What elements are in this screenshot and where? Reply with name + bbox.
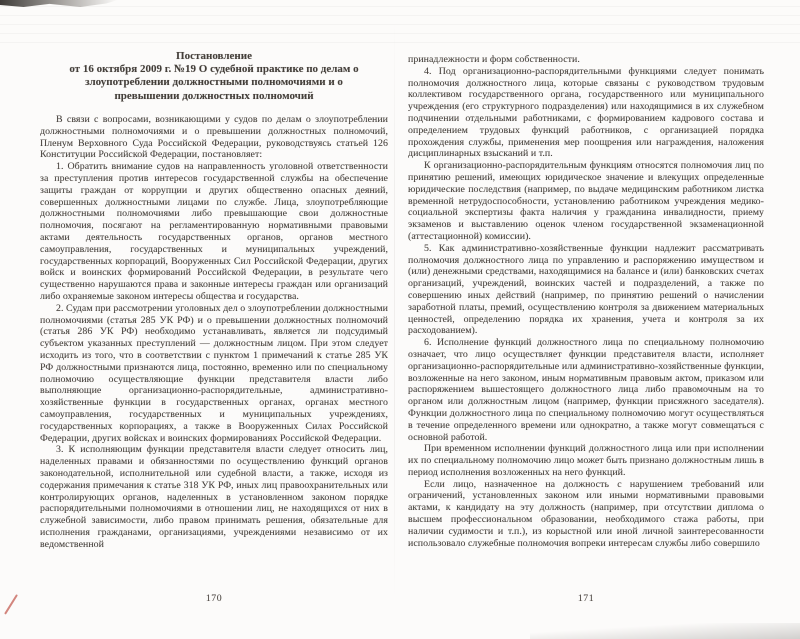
body-paragraph: 6. Исполнение функций должностного лица по специальному полномочию означает, что лицо осуществляет функции представителя власти, исполняет организационно-распорядительные или административно-хозяйственные функции, возложенные на него законом, иным нормативным правовым актом, приказом или распоряжением вышестоящего должностного лица либо правомочным на то органом или должностным лицом (например, функции присяжного заседателя). Функции должностного лица по специальному полномочию могут осуществляться в течение определенного времени или однократно, а также могут совмещаться с основной работой. — [408, 337, 764, 443]
body-paragraph: К организационно-распорядительным функциям относятся полномочия лиц по принятию решений, имеющих юридическое значение и влекущих определенные юридические последствия (например, по выдаче медицинским работником листка временной нетрудоспособности, установлению работником учреждения медико-социальной экспертизы факта наличия у гражданина инвалидности, приему экзаменов и выставлению оценок членом государственной экзаменационной (аттестационной) комиссии). — [408, 160, 764, 242]
body-paragraph: В связи с вопросами, возникающими у судов по делам о злоупотреблении должностными полномочиями и о превышении должностных полномочий, Пленум Верховного Суда Российской Федерации, руководствуясь статьей 126 Конституции Российской Федерации, постановляет: — [40, 114, 388, 161]
body-paragraph: 1. Обратить внимание судов на направленность уголовной ответственности за преступления против интересов государственной службы на обеспечение защиты граждан от коррупции и других общественно опасных деяний, совершенных должностными лицами по службе. Лица, злоупотребляющие должностными полномочиями либо превышающие свои должностные полномочия, посягают на регламентированную нормативными правовыми актами деятельность государственных органов, органов местного самоуправления, государственных и муниципальных учреждений, государственных корпораций, Вооруженных Сил Российской Федерации, других войск и воинских формирований Российской Федерации, в результате чего существенно нарушаются права и законные интересы граждан или организаций либо охраняемые законом интересы общества и государства. — [40, 161, 388, 302]
document-title — [40, 50, 388, 103]
body-paragraph: 4. Под организационно-распорядительными функциями следует понимать полномочия должностного лица, которые связаны с руководством трудовым коллективом государственного органа, государственного или муниципального учреждения (его структурного подразделения) или находящимися в их служебном подчинении отдельными работниками, с формированием кадрового состава и определением трудовых функций работников, с организацией порядка прохождения службы, применения мер поощрения или награждения, наложения дисциплинарных взысканий и т.п. — [408, 65, 764, 160]
page-gutter — [394, 20, 395, 600]
body-paragraph: 3. К исполняющим функции представителя власти следует относить лиц, наделенных правами и обязанностями по осуществлению функций органов законодательной, исполнительной или судебной власти, а также, исходя из содержания примечания к статье 318 УК РФ, иных лиц правоохранительных или контролирующих органов, наделенных в установленном законом порядке распорядительными полномочиями в отношении лиц, не находящихся от них в служебной зависимости, либо правом принимать решения, обязательные для исполнения гражданами, организациями, учреждениями независимо от их ведомственной — [40, 444, 388, 550]
right-page-body — [408, 54, 764, 582]
page-number-right: 171 — [577, 593, 595, 604]
corner-shadow — [530, 623, 800, 639]
title-line: Постановление — [176, 50, 252, 62]
scan-streaks — [0, 6, 800, 44]
left-page-body — [40, 114, 388, 582]
body-paragraph: 2. Судам при рассмотрении уголовных дел о злоупотреблении должностными полномочиями (статья 285 УК РФ) и о превышении должностных полномочий (статья 286 УК РФ) необходимо устанавливать, является ли подсудимый субъектом указанных преступлений — должностным лицом. При этом следует исходить из того, что в соответствии с пунктом 1 примечаний к статье 285 УК РФ должностными признаются лица, постоянно, временно или по специальному полномочию осуществляющие функции представителя власти либо выполняющие организационно-распорядительные, административно-хозяйственные функции в государственных органах, органах местного самоуправления, государственных и муниципальных учреждениях, государственных корпорациях, а также в Вооруженных Силах Российской Федерации, других войсках и воинских формированиях Российской Федерации. — [40, 302, 388, 444]
title-line: от 16 октября 2009 г. №19 О судебной практике по делам о — [69, 63, 359, 76]
page-number-left: 170 — [205, 593, 223, 604]
body-paragraph: Если лицо, назначенное на должность с нарушением требований или ограничений, установленных законом или иными нормативными правовыми актами, к кандидату на эту должность (например, при отсутствии диплома о высшем профессиональном образовании, необходимого стажа работы, при наличии судимости и т.п.), из корыстной или иной личной заинтересованности использовало служебные полномочия вопреки интересам службы либо совершило — [408, 478, 764, 549]
body-paragraph: принадлежности и форм собственности. — [408, 54, 580, 65]
title-line: превышении должностных полномочий — [114, 89, 314, 102]
dark-edge-smudge — [0, 0, 118, 7]
body-paragraph: 5. Как административно-хозяйственные функции надлежит рассматривать полномочия должностного лица по управлению и распоряжению имуществом и (или) денежными средствами, находящимися на балансе и (или) банковских счетах организаций, учреждений, воинских частей и подразделений, а также по совершению иных действий (например, по принятию решений о начислении заработной платы, премий, осуществлению контроля за движением материальных ценностей, определению порядка их хранения, учета и контроля за их расходованием). — [408, 242, 764, 337]
red-pen-mark — [4, 594, 18, 615]
body-paragraph: При временном исполнении функций должностного лица или при исполнении их по специальному полномочию лицо может быть признано должностным лишь в период исполнения возложенных на него функций. — [408, 443, 764, 478]
title-line: злоупотреблении должностными полномочиями и о — [85, 76, 343, 89]
